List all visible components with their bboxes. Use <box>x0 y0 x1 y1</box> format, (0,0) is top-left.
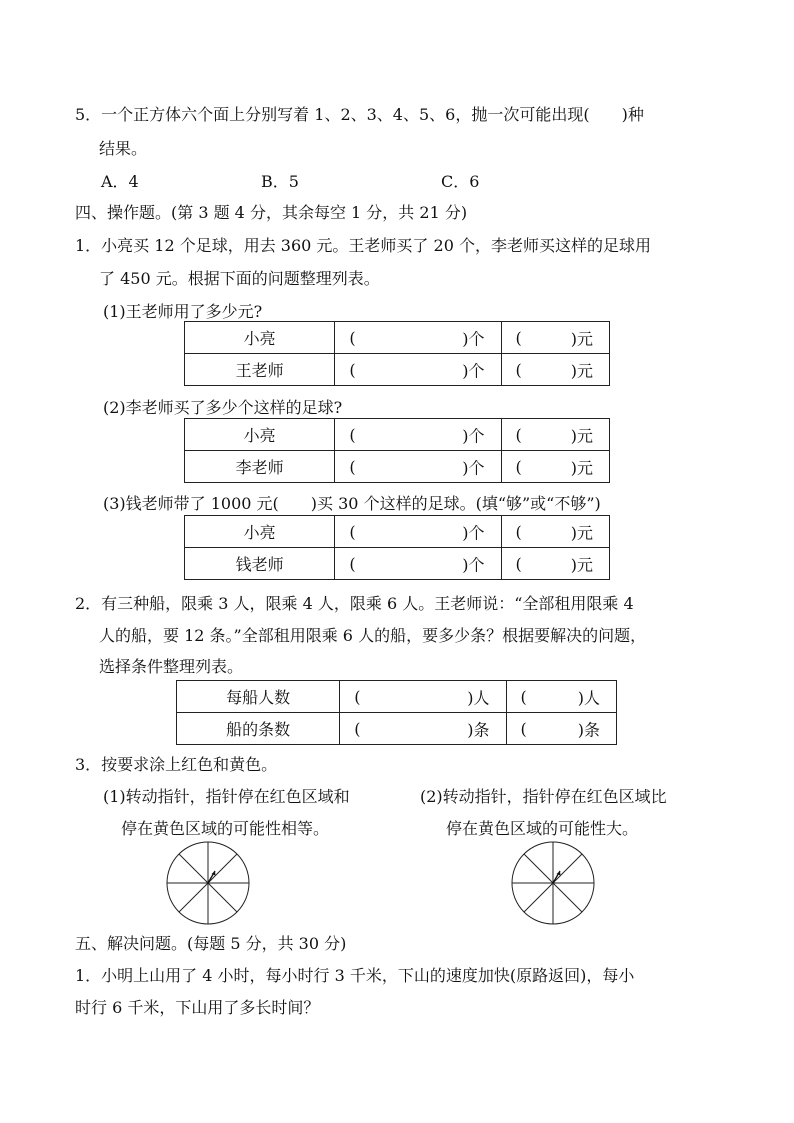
row-label: 每船人数 <box>177 681 340 713</box>
s5-p1-line-1: 1．小明上山用了 4 小时，每小时行 3 千米，下山的速度加快(原路返回)，每小 <box>75 966 635 985</box>
table-row <box>185 451 610 483</box>
paren-close-unit: )元 <box>570 458 593 477</box>
paren-close-unit: )人 <box>577 688 600 707</box>
q5-option-c[interactable]: C．6 <box>441 172 480 191</box>
s4-p1-line-2: 了 450 元。根据下面的问题整理列表。 <box>99 269 380 288</box>
paren-close-unit: )条 <box>467 720 490 739</box>
paren-open: ( <box>520 687 527 706</box>
spinner-wheel-1[interactable] <box>165 840 251 926</box>
table-row <box>185 548 610 580</box>
answer-blank[interactable] <box>506 713 617 745</box>
paren-close-unit: )元 <box>570 523 593 542</box>
paren-close-unit: )人 <box>467 688 490 707</box>
row-label: 钱老师 <box>185 548 335 580</box>
s4-p1-table-1 <box>184 321 610 386</box>
answer-blank[interactable] <box>501 419 610 451</box>
s4-p3-sub1-line-2: 停在黄色区域的可能性相等。 <box>121 819 330 838</box>
section-4-heading: 四、操作题。(第 3 题 4 分，其余每空 1 分，共 21 分) <box>75 203 468 222</box>
s4-p2-line-1: 2．有三种船，限乘 3 人，限乘 4 人，限乘 6 人。王老师说：“全部租用限乘 4 <box>75 594 634 613</box>
paren-close-unit: )元 <box>570 426 593 445</box>
s4-p1-sub1: (1)王老师用了多少元? <box>103 302 263 321</box>
q5-line-2: 结果。 <box>99 139 148 158</box>
answer-blank[interactable] <box>335 354 501 386</box>
row-label: 小亮 <box>185 322 335 354</box>
paren-open: ( <box>515 328 522 347</box>
paren-open: ( <box>349 554 356 573</box>
paren-open: ( <box>515 554 522 573</box>
section-5-heading: 五、解决问题。(每题 5 分，共 30 分) <box>75 934 347 953</box>
paren-close-unit: )个 <box>462 555 485 574</box>
s4-p1-line-1: 1．小亮买 12 个足球，用去 360 元。王老师买了 20 个，李老师买这样的足球用 <box>75 236 651 255</box>
table-row <box>177 713 617 745</box>
paren-close-unit: )个 <box>462 458 485 477</box>
answer-blank[interactable] <box>501 451 610 483</box>
paren-open: ( <box>515 360 522 379</box>
answer-blank[interactable] <box>340 713 506 745</box>
answer-blank[interactable] <box>335 322 501 354</box>
paren-open: ( <box>515 457 522 476</box>
paren-close-unit: )个 <box>462 329 485 348</box>
paren-open: ( <box>515 425 522 444</box>
answer-blank[interactable] <box>335 548 501 580</box>
paren-close-unit: )元 <box>570 329 593 348</box>
row-label: 王老师 <box>185 354 335 386</box>
paren-open: ( <box>349 328 356 347</box>
table-row <box>185 354 610 386</box>
paren-close-unit: )元 <box>570 361 593 380</box>
paren-close-unit: )条 <box>577 720 600 739</box>
answer-blank[interactable] <box>501 354 610 386</box>
s4-p1-table-3 <box>184 515 610 580</box>
s4-p1-table-2 <box>184 418 610 483</box>
paren-close-unit: )个 <box>462 426 485 445</box>
s5-p1-line-2: 时行 6 千米，下山用了多长时间？ <box>75 998 320 1017</box>
row-label: 李老师 <box>185 451 335 483</box>
s4-p3-sub1-line-1: (1)转动指针，指针停在红色区域和 <box>103 787 350 806</box>
answer-blank[interactable] <box>335 516 501 548</box>
q5-line-1: 5．一个正方体六个面上分别写着 1、2、3、4、5、6，抛一次可能出现( )种 <box>75 105 644 124</box>
s4-p3-sub2-line-1: (2)转动指针，指针停在红色区域比 <box>420 787 667 806</box>
paren-open: ( <box>354 719 361 738</box>
table-row <box>185 516 610 548</box>
s4-p3-line-1: 3．按要求涂上红色和黄色。 <box>75 755 278 774</box>
paren-close-unit: )个 <box>462 523 485 542</box>
s4-p2-table <box>176 680 617 745</box>
row-label: 船的条数 <box>177 713 340 745</box>
answer-blank[interactable] <box>501 548 610 580</box>
paren-open: ( <box>349 360 356 379</box>
paren-close-unit: )元 <box>570 555 593 574</box>
s4-p2-line-3: 选择条件整理列表。 <box>99 657 244 676</box>
s4-p2-line-2: 人的船，要 12 条。”全部租用限乘 6 人的船，要多少条？根据要解决的问题， <box>99 626 647 645</box>
q5-option-b[interactable]: B．5 <box>261 172 299 191</box>
paren-open: ( <box>354 687 361 706</box>
q5-option-a[interactable]: A．4 <box>101 172 139 191</box>
table-row <box>185 419 610 451</box>
s4-p1-sub3: (3)钱老师带了 1000 元( )买 30 个这样的足球。(填“够”或“不够”) <box>103 494 601 513</box>
answer-blank[interactable] <box>501 516 610 548</box>
row-label: 小亮 <box>185 419 335 451</box>
answer-blank[interactable] <box>501 322 610 354</box>
spinner-wheel-2[interactable] <box>510 840 596 926</box>
answer-blank[interactable] <box>340 681 506 713</box>
answer-blank[interactable] <box>335 419 501 451</box>
table-row <box>177 681 617 713</box>
paren-open: ( <box>349 457 356 476</box>
paren-open: ( <box>520 719 527 738</box>
answer-blank[interactable] <box>506 681 617 713</box>
paren-close-unit: )个 <box>462 361 485 380</box>
paren-open: ( <box>349 522 356 541</box>
s4-p3-sub2-line-2: 停在黄色区域的可能性大。 <box>446 819 639 838</box>
paren-open: ( <box>515 522 522 541</box>
row-label: 小亮 <box>185 516 335 548</box>
paren-open: ( <box>349 425 356 444</box>
s4-p1-sub2: (2)李老师买了多少个这样的足球? <box>103 398 343 417</box>
table-row <box>185 322 610 354</box>
answer-blank[interactable] <box>335 451 501 483</box>
